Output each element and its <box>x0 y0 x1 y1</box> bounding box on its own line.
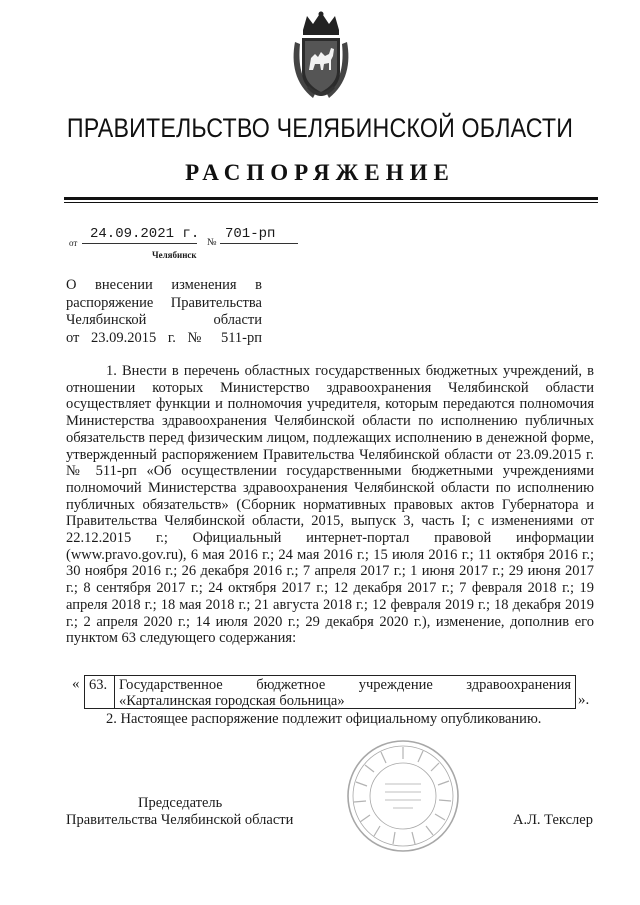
body-paragraph-1: 1. Внести в перечень областных государственных бюджетных учреждений, в отношении которых Министерство здравоохранения Челябинской области осуществляет функции и полномочия учредителя, которым передаются полномочия Министерства здравоохранения Челябинской области по исполнению публичных обязательств перед физическим лицом, подлежащих исполнению в денежной форме, утвержденный распоряжением Правительства Челябинской области от 23.09.2015 г. № 511-рп «Об осуществлении государственными бюджетными учреждениями полномочий Министерства здравоохранения Челябинской области по исполнению публичных обязательств» (Сборник нормативных правовых актов Губернатора и Правительства Челябинской области, 2015, выпуск 3, часть I; с изменениями от 22.12.2015 г.; Официальный интернет-портал правовой информации (www.pravo.gov.ru), 6 мая 2016 г.; 24 мая 2016 г.; 15 июля 2016 г.; 11 октября 2016 г.; 30 ноября 2016 г.; 26 декабря 2016 г.; 7 апреля 2017 г.; 1 июня 2017 г.; 29 июня 2017 г.; 8 сентября 2017 г.; 24 октября 2017 г.; 12 декабря 2017 г.; 7 февраля 2018 г.; 19 апреля 2018 г.; 18 мая 2018 г.; 21 августа 2018 г.; 12 февраля 2019 г.; 18 декабря 2019 г.; 2 апреля 2020 г.; 14 июля 2020 г.; 29 декабря 2020 г.), изменение, дополнив его пунктом 63 следующего содержания: <box>66 363 594 647</box>
date-label: от <box>69 238 78 248</box>
signer-name: А.Л. Текслер <box>513 812 593 828</box>
date-underline <box>82 243 197 244</box>
subject-line: от 23.09.2015 г. № 511-рп <box>66 329 262 346</box>
number-underline <box>220 243 298 244</box>
table-open-quote: « <box>72 676 80 692</box>
subject-line: О внесении изменения в <box>66 277 262 293</box>
document-number: 701-рп <box>225 226 276 242</box>
official-stamp-icon <box>345 738 461 854</box>
signer-title-line-2: Правительства Челябинской области <box>66 812 294 828</box>
number-label: № <box>207 237 217 248</box>
table-item-text <box>119 677 571 709</box>
city-label: Челябинск <box>152 250 197 260</box>
subject-line: распоряжение Правительства <box>66 294 262 311</box>
document-type-title: РАСПОРЯЖЕНИЕ <box>185 160 455 185</box>
table-close-quote: ». <box>578 692 590 708</box>
table-item-line: Государственное бюджетное учреждение здравоохранения <box>119 677 571 693</box>
header-rule-thin <box>64 202 598 203</box>
table-item-line: «Карталинская городская больница» <box>119 693 345 709</box>
header-rule-thick <box>64 197 598 200</box>
document-subject <box>66 277 262 347</box>
table-item-number: 63. <box>85 676 115 708</box>
signer-title-line-1: Председатель <box>138 795 223 811</box>
subject-line: Челябинской области <box>66 312 262 328</box>
body-paragraph-2: 2. Настоящее распоряжение подлежит официальному опубликованию. <box>106 711 542 727</box>
coat-of-arms-icon <box>289 8 353 104</box>
insertion-table <box>84 675 576 709</box>
organization-title: ПРАВИТЕЛЬСТВО ЧЕЛЯБИНСКОЙ ОБЛАСТИ <box>66 113 574 143</box>
document-date: 24.09.2021 г. <box>90 226 200 242</box>
